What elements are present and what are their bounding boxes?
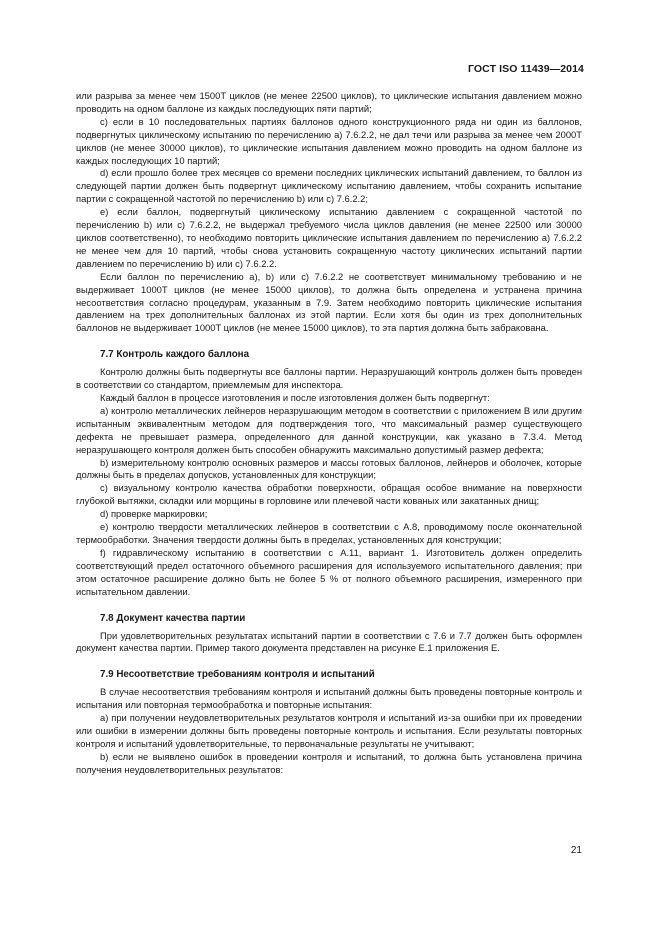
list-item: c) если в 10 последовательных партиях баллонов одного конструкционного ряда ни один из баллонов, подвергнутых циклическому испытанию по перечислению а) 7.6.2.2, не дал течи или разрыва за менее чем 2000T циклов (не менее 30000 циклов), то циклические испытания давлением можно проводить на одном баллоне из каждых последующих 10 партий; [76, 115, 582, 166]
paragraph: При удовлетворительных результатах испытаний партии в соответствии с 7.6 и 7.7 должен быть оформлен документ качества партии. Пример такого документа представлен на рисунке Е.1 приложения Е. [76, 629, 582, 654]
section-heading-7-8: 7.8 Документ качества партии [100, 612, 246, 624]
paragraph: или разрыва за менее чем 1500T циклов (не менее 22500 циклов), то циклические испытания давлением можно проводить на одном баллоне из каждых последующих пяти партий; [76, 90, 582, 114]
list-item: e) контролю твердости металлических лейнеров в соответствии с А.8, проводимому после окончательной термообработки. Значения твердости должны быть в пределах, установленных для конструкции; [76, 521, 582, 545]
document-header: ГОСТ ISO 11439—2014 [467, 63, 584, 75]
list-item: e) если баллон, подвергнутый циклическому испытанию давлением с сокращенной частотой по перечислению b) или c) 7.6.2.2, не выдержал требуемого числа циклов давления (не менее 22500 или 30000 циклов соответственно), то необходимо повторить циклические испытания давлением по перечислению а) 7.6.2.2 не менее чем для 10 партий, чтобы снова установить сокращенную частоту циклических испытаний партии давлением по перечислению b) или c) 7.6.2.2. [76, 206, 582, 269]
paragraph: Контролю должны быть подвергнуты все баллоны партии. Неразрушающий контроль должен быть проведен в соответствии со стандартом, приемлемым для инспектора. [76, 366, 582, 391]
list-item: c) визуальному контролю качества обработки поверхности, обращая особое внимание на поверхности глубокой вытяжки, складки или морщины в горловине или плечевой части кованых или закатанных днищ; [76, 482, 582, 507]
document-body [76, 90, 582, 777]
list-item: f) гидравлическому испытанию в соответствии с А.11, вариант 1. Изготовитель должен определить соответствующий предел остаточного объемного расширения для используемого испытательного давления; при этом остаточное расширение должно быть не более 5 % от полного объемного расширения, измеренного при испытательном давлении. [76, 546, 582, 597]
list-item: d) если прошло более трех месяцев со времени последних циклических испытаний давлением, то баллон из следующей партии должен быть подвергнут циклическому испытанию давлением, чтобы сохранить испытание партии с сокращенной частотой по перечислению b) или c) 7.6.2.2; [76, 167, 582, 205]
section-heading-7-9: 7.9 Несоответствие требованиям контроля и испытаний [100, 669, 375, 681]
list-item: b) измерительному контролю основных размеров и массы готовых баллонов, лейнеров и оболочек, которые должны быть в пределах допусков, установленных для конструкции; [76, 456, 582, 481]
paragraph: Каждый баллон в процессе изготовления и после изготовления должен быть подвергнут: [100, 392, 490, 404]
page-number: 21 [570, 845, 582, 856]
list-item: a) контролю металлических лейнеров неразрушающим методом в соответствии с приложением В или другим испытанным эквивалентным методом для подтверждения того, что максимальный размер существующего дефекта не превышает размера, определенного для данной конструкции, как указано в 7.3.4. Метод неразрушающего контроля должен быть способен обнаружить максимально допустимый размер дефекта; [76, 404, 582, 455]
list-item: d) проверке маркировки; [100, 508, 208, 520]
paragraph: Если баллон по перечислению а), b) или c) 7.6.2.2 не соответствует минимальному требованию и не выдерживает 1000T циклов (не менее 15000 циклов), то должна быть определена и устранена причина несоответствия согласно процедурам, указанным в 7.9. Затем необходимо повторить циклические испытания давлением на трех дополнительных баллонах из этой партии. Если хотя бы один из трех дополнительных баллонов не выдерживает 1000T циклов (не менее 15000 циклов), то эта партия должна быть забракована. [76, 270, 582, 334]
paragraph: В случае несоответствия требованиям контроля и испытаний должны быть проведены повторные контроль и испытания или повторная термообработка и повторные испытания: [76, 686, 582, 711]
list-item: a) при получении неудовлетворительных результатов контроля и испытаний из-за ошибки при их проведении или ошибки в измерении должны быть проведены повторные контроль и испытания. Если результаты повторных контроля и испытаний удовлетворительные, то первоначальные результаты не учитывают; [76, 712, 582, 749]
section-heading-7-7: 7.7 Контроль каждого баллона [100, 349, 250, 361]
list-item: b) если не выявлено ошибок в проведении контроля и испытаний, то должна быть установлена причина получения неудовлетворительных результатов: [76, 750, 582, 775]
